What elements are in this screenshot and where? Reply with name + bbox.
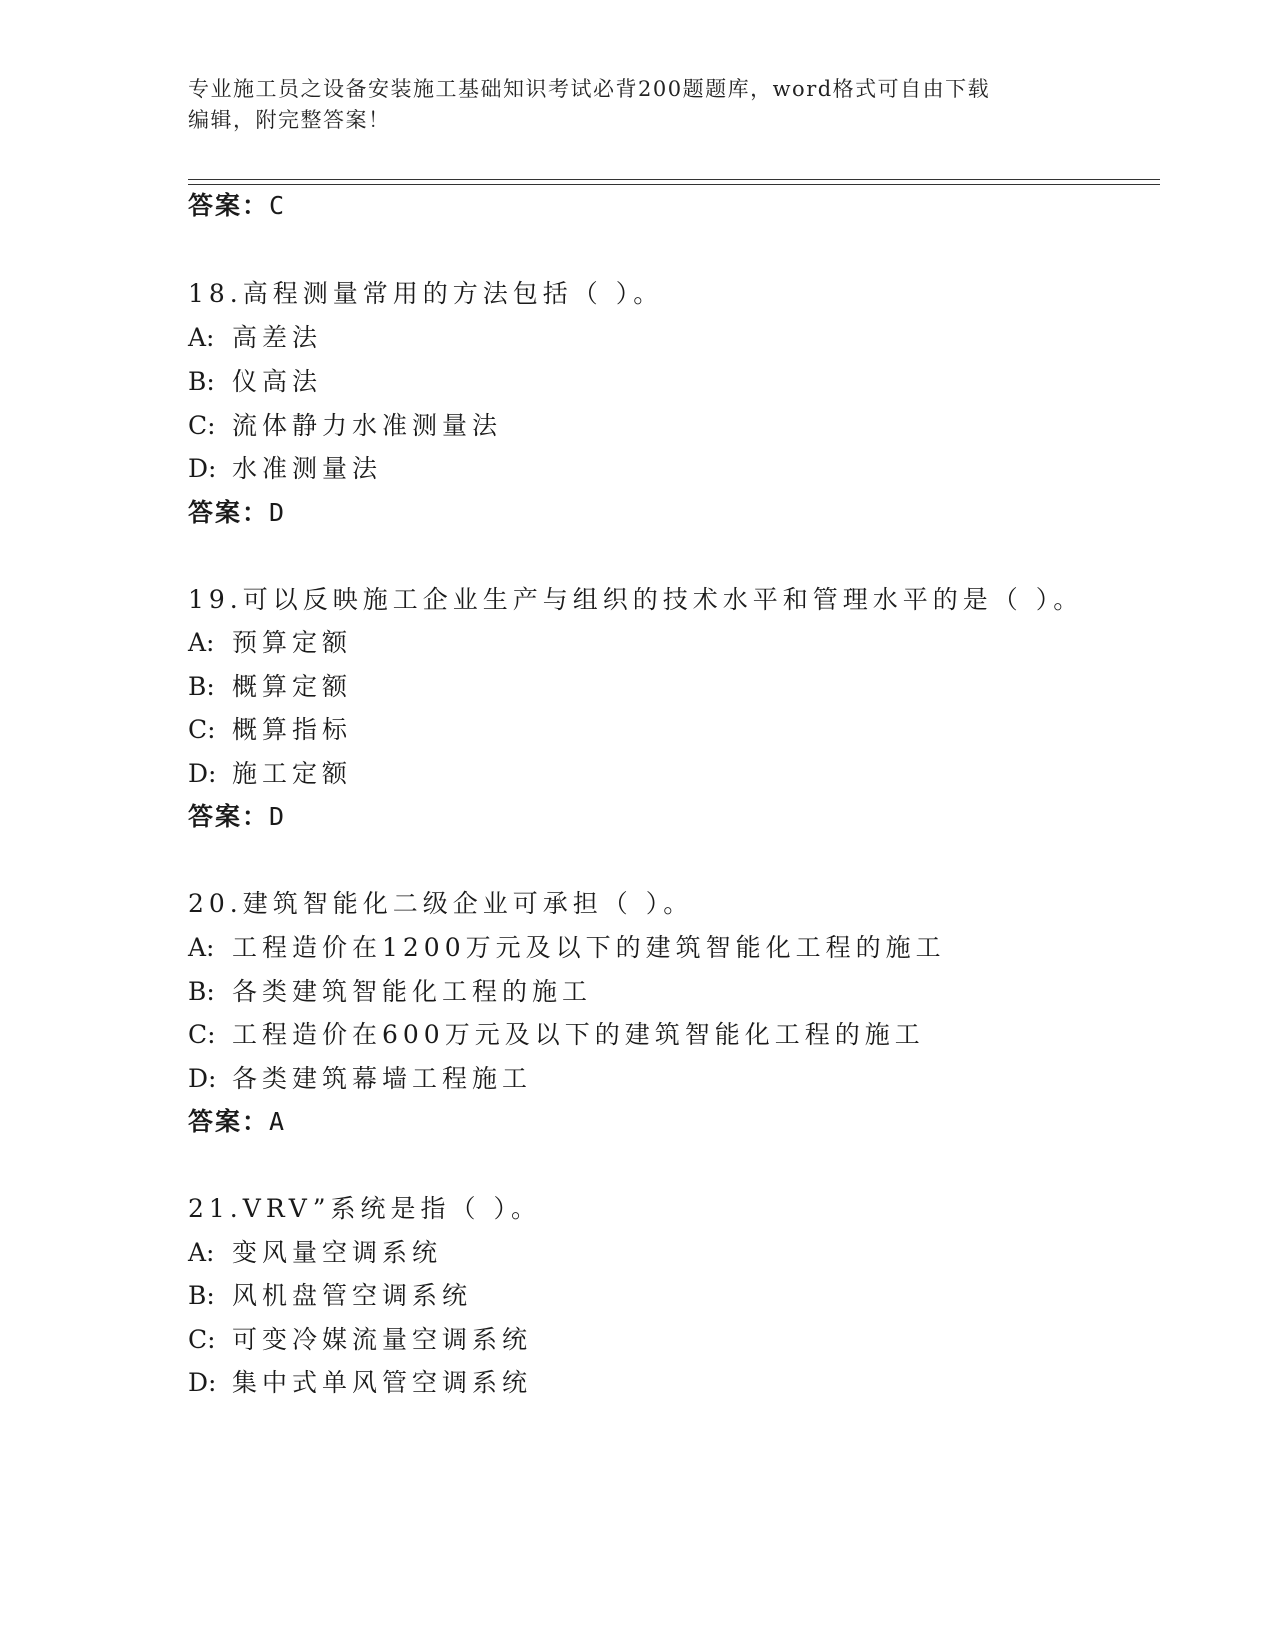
option-d [188, 1367, 532, 1399]
answer-label: 答案： [188, 1107, 270, 1136]
option-text: 仪高法 [232, 367, 323, 396]
answer-value: C [269, 191, 287, 220]
answer-label: 答案： [188, 191, 270, 220]
question-stem: 21.VRV”系统是指（ ）。 [188, 1194, 541, 1223]
option-b [188, 671, 352, 703]
option-letter: D: [188, 1368, 217, 1397]
option-text: 施工定额 [232, 759, 353, 788]
header-divider-top [188, 179, 1160, 180]
answer-value: D [269, 802, 287, 831]
answer-label: 答案： [188, 498, 270, 527]
option-a [188, 322, 322, 354]
question-stem: 20.建筑智能化二级企业可承担（ ）。 [188, 889, 694, 918]
option-text: 各类建筑幕墙工程施工 [232, 1064, 533, 1093]
option-text: 工程造价在1200万元及以下的建筑智能化工程的施工 [232, 933, 946, 962]
option-d [188, 758, 352, 790]
option-letter: B: [188, 1281, 215, 1310]
option-text: 流体静力水准测量法 [232, 411, 503, 440]
option-text: 高差法 [232, 323, 323, 352]
option-letter: C: [188, 1020, 216, 1049]
option-letter: C: [188, 411, 216, 440]
option-d [188, 1063, 532, 1095]
option-text: 水准测量法 [232, 454, 383, 483]
answer-line [188, 497, 286, 529]
option-letter: A: [188, 1238, 215, 1267]
answer-value: A [269, 1107, 287, 1136]
option-c [188, 714, 352, 746]
option-a [188, 627, 352, 659]
option-a [188, 932, 946, 964]
answer-label: 答案： [188, 802, 270, 831]
option-text: 风机盘管空调系统 [232, 1281, 473, 1310]
header-line-1: 专业施工员之设备安装施工基础知识考试必背200题题库，word格式可自由下载 [188, 77, 991, 101]
option-letter: A: [188, 933, 215, 962]
option-letter: C: [188, 1325, 216, 1354]
option-c [188, 1019, 925, 1051]
option-letter: B: [188, 672, 215, 701]
option-text: 变风量空调系统 [232, 1238, 443, 1267]
question-stem: 19.可以反映施工企业生产与组织的技术水平和管理水平的是（ ）。 [188, 585, 1084, 614]
option-letter: B: [188, 367, 215, 396]
question-stem: 18.高程测量常用的方法包括（ ）。 [188, 279, 664, 308]
option-letter: A: [188, 323, 215, 352]
option-c [188, 410, 502, 442]
option-b [188, 1280, 472, 1312]
answer-line [188, 190, 286, 222]
option-text: 预算定额 [232, 628, 353, 657]
option-d [188, 453, 382, 485]
document-header [188, 74, 1088, 136]
option-text: 概算定额 [232, 672, 353, 701]
option-letter: D: [188, 454, 217, 483]
option-c [188, 1324, 532, 1356]
option-b [188, 976, 592, 1008]
option-text: 可变冷媒流量空调系统 [232, 1325, 533, 1354]
option-text: 各类建筑智能化工程的施工 [232, 977, 593, 1006]
option-a [188, 1237, 442, 1269]
option-b [188, 366, 322, 398]
option-letter: D: [188, 1064, 217, 1093]
option-letter: D: [188, 759, 217, 788]
option-letter: A: [188, 628, 215, 657]
option-text: 集中式单风管空调系统 [232, 1368, 533, 1397]
answer-value: D [269, 498, 287, 527]
option-text: 概算指标 [232, 715, 353, 744]
answer-line [188, 1106, 286, 1138]
header-line-2: 编辑，附完整答案！ [188, 108, 391, 132]
answer-line [188, 801, 286, 833]
header-divider-bottom [188, 184, 1160, 185]
option-letter: C: [188, 715, 216, 744]
option-letter: B: [188, 977, 215, 1006]
option-text: 工程造价在600万元及以下的建筑智能化工程的施工 [232, 1020, 925, 1049]
